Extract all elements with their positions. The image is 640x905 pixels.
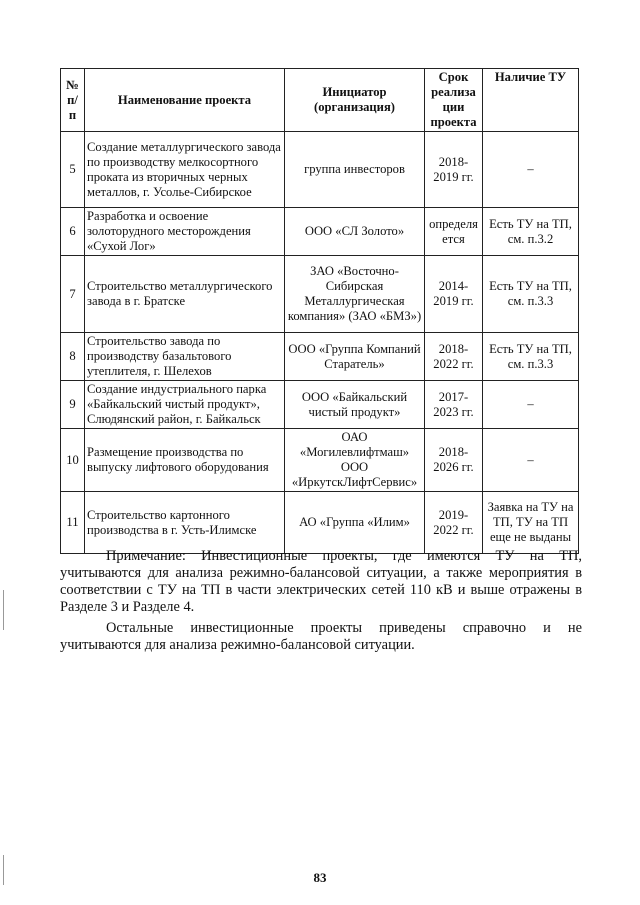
table-row <box>61 132 579 208</box>
header-tu: Наличие ТУ <box>483 69 579 132</box>
cell-initiator: ЗАО «Восточно-Сибирская Металлургическая компания» (ЗАО «БМЗ») <box>285 256 425 333</box>
cell-tu: Заявка на ТУ на ТП, ТУ на ТП еще не выданы <box>483 492 579 554</box>
cell-term: 2019-2022 гг. <box>425 492 483 554</box>
table-row <box>61 256 579 333</box>
cell-name: Строительство завода по производству базальтового утеплителя, г. Шелехов <box>85 333 285 381</box>
table-row <box>61 208 579 256</box>
cell-tu: Есть ТУ на ТП, см. п.3.3 <box>483 333 579 381</box>
projects-table <box>60 68 579 554</box>
cell-term: 2018-2022 гг. <box>425 333 483 381</box>
cell-initiator: ООО «Группа Компаний Старатель» <box>285 333 425 381</box>
scan-edge-mark <box>3 590 4 630</box>
cell-num: 9 <box>61 381 85 429</box>
note-paragraph: Примечание: Инвестиционные проекты, где имеются ТУ на ТП, учитываются для анализа режимно-балансовой ситуации, а также мероприятия в соответствии с ТУ на ТП в части электрических сетей 110 кВ и выше отражены в Разделе 3 и Разделе 4. <box>60 548 582 615</box>
header-name: Наименование проекта <box>85 69 285 132</box>
cell-name: Размещение производства по выпуску лифтового оборудования <box>85 429 285 492</box>
table-row <box>61 492 579 554</box>
cell-name: Строительство картонного производства в г. Усть-Илимске <box>85 492 285 554</box>
cell-name: Разработка и освоение золоторудного месторождения «Сухой Лог» <box>85 208 285 256</box>
page-number: 83 <box>313 870 327 885</box>
cell-tu: – <box>483 132 579 208</box>
reference-paragraph: Остальные инвестиционные проекты приведены справочно и не учитываются для анализа режимно-балансовой ситуации. <box>60 620 582 653</box>
table-row <box>61 381 579 429</box>
cell-term: 2014-2019 гг. <box>425 256 483 333</box>
table-header-row <box>61 69 579 132</box>
cell-num: 5 <box>61 132 85 208</box>
cell-tu: Есть ТУ на ТП, см. п.3.3 <box>483 256 579 333</box>
cell-num: 8 <box>61 333 85 381</box>
cell-num: 10 <box>61 429 85 492</box>
cell-initiator: ООО «СЛ Золото» <box>285 208 425 256</box>
cell-tu: Есть ТУ на ТП, см. п.3.2 <box>483 208 579 256</box>
cell-tu: – <box>483 429 579 492</box>
cell-term: 2017-2023 гг. <box>425 381 483 429</box>
cell-initiator: ОАО «Могилевлифтмаш» ООО «ИркутскЛифтСервис» <box>285 429 425 492</box>
cell-term: 2018-2026 гг. <box>425 429 483 492</box>
cell-num: 7 <box>61 256 85 333</box>
header-num: № п/ п <box>61 69 85 132</box>
cell-name: Строительство металлургического завода в г. Братске <box>85 256 285 333</box>
cell-initiator: группа инвесторов <box>285 132 425 208</box>
cell-term: определя ется <box>425 208 483 256</box>
cell-num: 11 <box>61 492 85 554</box>
header-initiator: Инициатор (организация) <box>285 69 425 132</box>
cell-name: Создание металлургического завода по производству мелкосортного проката из вторичных черных металлов, г. Усолье-Сибирское <box>85 132 285 208</box>
cell-tu: – <box>483 381 579 429</box>
cell-num: 6 <box>61 208 85 256</box>
cell-initiator: ООО «Байкальский чистый продукт» <box>285 381 425 429</box>
cell-term: 2018-2019 гг. <box>425 132 483 208</box>
table-row <box>61 429 579 492</box>
header-term: Срок реализа ции проекта <box>425 69 483 132</box>
table-row <box>61 333 579 381</box>
cell-initiator: АО «Группа «Илим» <box>285 492 425 554</box>
cell-name: Создание индустриального парка «Байкальский чистый продукт», Слюдянский район, г. Байкальск <box>85 381 285 429</box>
scan-edge-mark <box>3 855 4 885</box>
